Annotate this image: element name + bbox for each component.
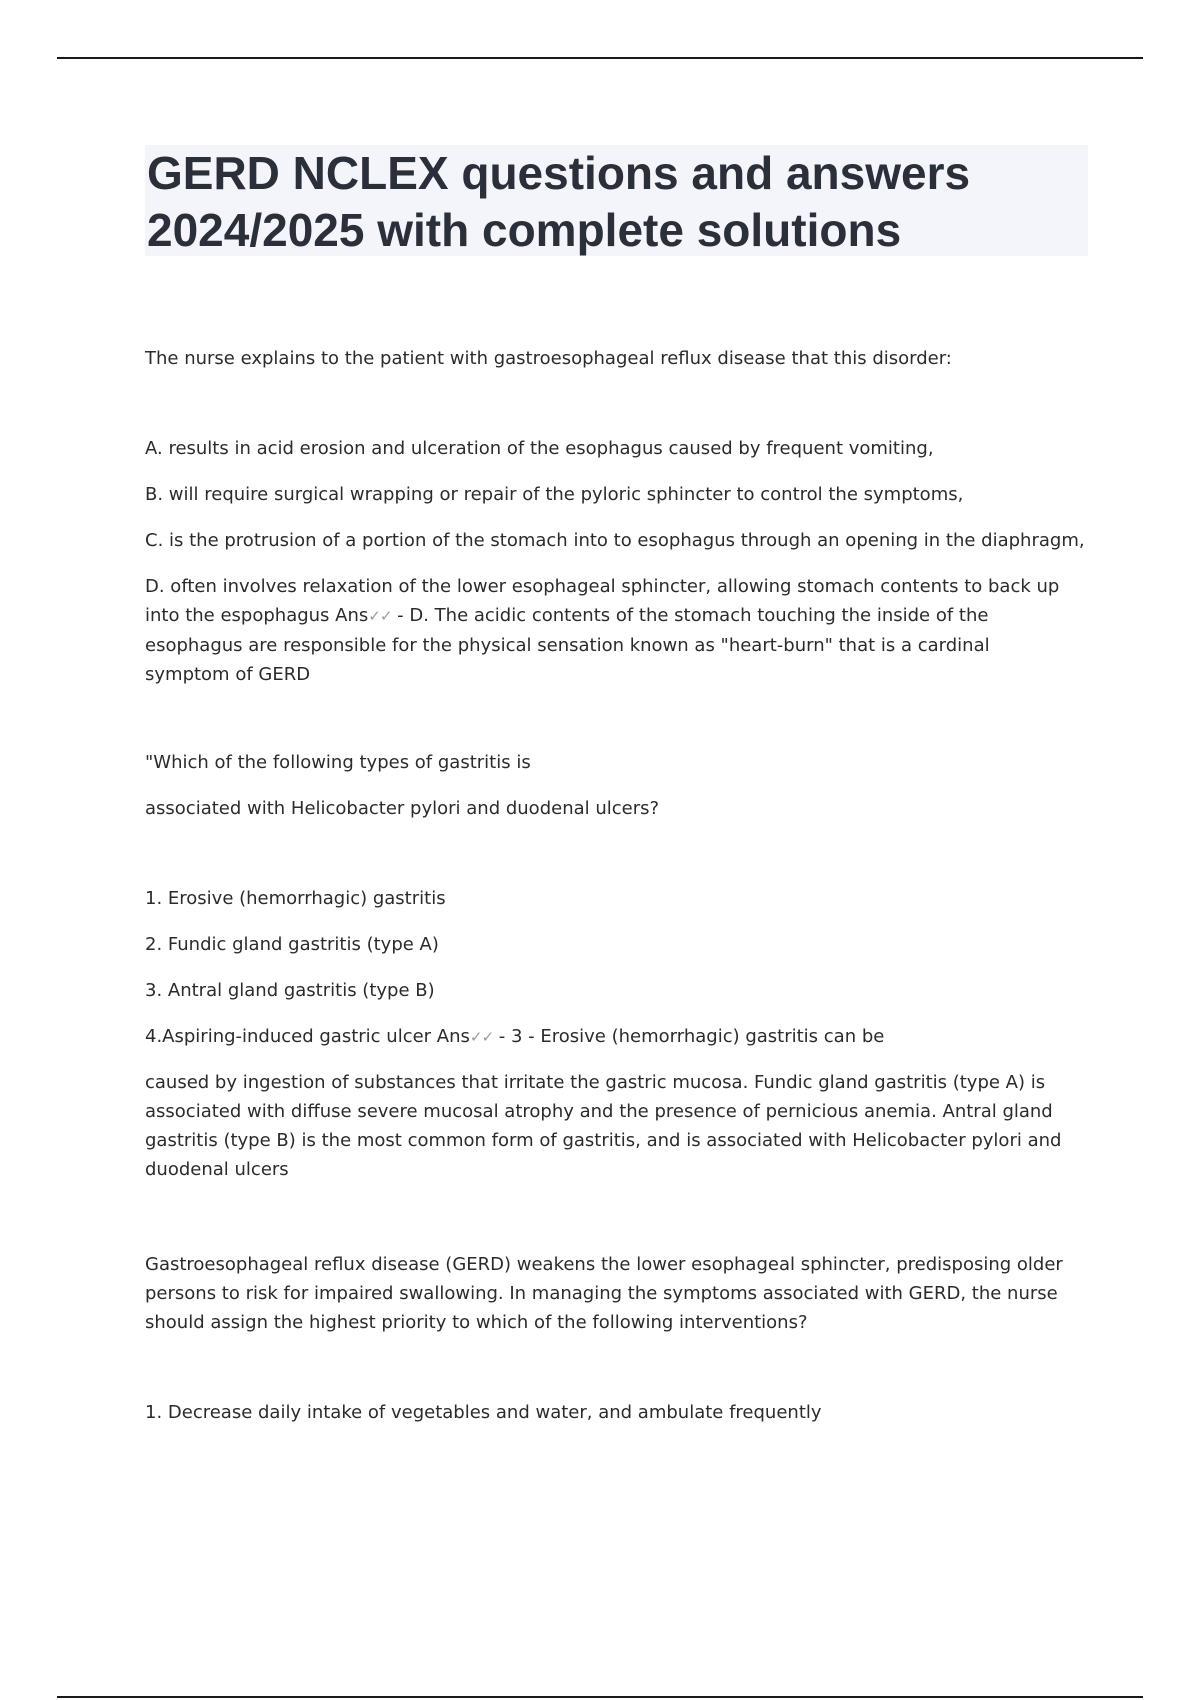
q2-answer-text: - 3 - Erosive (hemorrhagic) gastritis can be [498,1026,885,1047]
q2-option-4-answer [145,1022,884,1052]
bottom-rule [57,1696,1143,1698]
title-block [145,145,1088,256]
q3-option-1: 1. Decrease daily intake of vegetables and water, and ambulate frequently [145,1402,822,1423]
q2-option-1: 1. Erosive (hemorrhagic) gastritis [145,888,446,909]
q1-option-b: B. will require surgical wrapping or repair of the pyloric sphincter to control the symptoms, [145,484,964,505]
q1-answer-text: - D. The acidic contents of the stomach touching the inside of the esophagus are responsible for the physical sensation known as "heart-burn" that is a cardinal symptom of GERD [145,605,990,685]
q1-option-d-text: D. often involves relaxation of the lower esophageal sphincter, allowing stomach contents to back up into the espophagus Ans [145,576,1060,626]
q3-stem: Gastroesophageal reflux disease (GERD) weakens the lower esophageal sphincter, predisposing older persons to risk for impaired swallowing. In managing the symptoms associated with GERD, the nurse should assign the highest priority to which of the following interventions? [145,1254,1063,1333]
q2-explanation: caused by ingestion of substances that irritate the gastric mucosa. Fundic gland gastritis (type A) is associated with diffuse severe mucosal atrophy and the presence of pernicious anemia. Antral gland gastritis (type B) is the most common form of gastritis, and is associated with Helicobacter pylori and duodenal ulcers [145,1072,1062,1180]
title-line-1: GERD NCLEX questions and answers [147,147,971,199]
q1-stem: The nurse explains to the patient with gastroesophageal reflux disease that this disorder: [145,348,952,369]
top-rule [57,57,1143,59]
check-icon: ✓✓ [368,607,392,625]
title-line-2: 2024/2025 with complete solutions [147,204,902,256]
document-title [145,145,1088,259]
q1-option-d-answer [145,572,1075,689]
q1-option-a: A. results in acid erosion and ulceration of the esophagus caused by frequent vomiting, [145,438,934,459]
check-icon: ✓✓ [469,1028,494,1046]
q2-stem-line-2: associated with Helicobacter pylori and duodenal ulcers? [145,798,660,819]
q2-option-3: 3. Antral gland gastritis (type B) [145,980,435,1001]
q2-option-2: 2. Fundic gland gastritis (type A) [145,934,439,955]
q2-option-4-text: 4.Aspiring-induced gastric ulcer Ans [145,1026,470,1047]
q2-stem-line-1: "Which of the following types of gastritis is [145,752,531,773]
q1-option-c: C. is the protrusion of a portion of the stomach into to esophagus through an opening in the diaphragm, [145,530,1085,551]
